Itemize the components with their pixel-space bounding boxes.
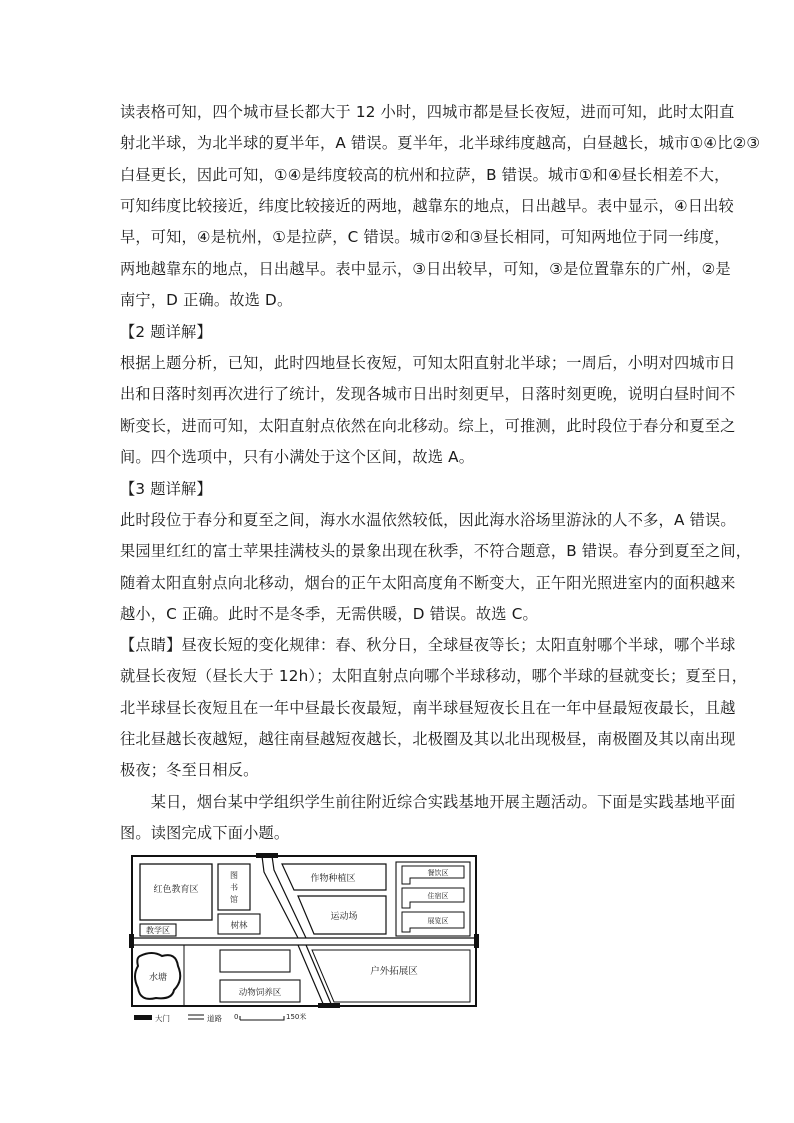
answer-1-line-3: 白昼更长，因此可知，①④是纬度较高的杭州和拉萨，B 错误。城市①和④昼长相差不大， — [120, 165, 730, 184]
gate-east — [474, 934, 479, 948]
label-crops: 作物种植区 — [310, 874, 356, 884]
answer-1-line-7: 南宁，D 正确。故选 D。 — [120, 290, 293, 309]
legend-gate-symbol — [134, 1015, 152, 1020]
key-points-line-1: 【点睛】昼夜长短的变化规律：春、秋分日，全球昼夜等长；太阳直射哪个半球，哪个半球 — [120, 636, 736, 654]
label-sports: 运动场 — [330, 912, 358, 922]
answer-2-line-1: 根据上题分析，已知，此时四地昼长夜短，可知太阳直射北半球；一周后，小明对四城市日 — [120, 354, 736, 372]
answer-2-line-2: 出和日落时刻再次进行了统计，发现各城市日出时刻更早，日落时刻更晚，说明白昼时间不 — [120, 385, 736, 404]
section-heading-3: 【3 题详解】 — [120, 480, 212, 498]
scale-zero-label: 0 — [234, 1013, 239, 1021]
label-grove: 树林 — [230, 921, 248, 931]
label-library-line3: 馆 — [230, 895, 238, 904]
label-animals: 动物饲养区 — [238, 988, 282, 998]
key-points-line-3: 北半球昼长夜短且在一年中昼最长夜最短，南半球昼短夜长且在一年中昼最短夜最长，且越 — [120, 698, 736, 717]
zone-unlabeled-enclosure — [220, 950, 290, 972]
question-intro-line-2: 图。读图完成下面小题。 — [120, 824, 290, 843]
label-library-line2: 书 — [230, 883, 238, 892]
answer-2-line-4: 间。四个选项中，只有小满处于这个区间，故选 A。 — [120, 447, 475, 466]
label-teaching: 教学区 — [146, 926, 170, 935]
legend-gate-label: 大门 — [155, 1014, 170, 1023]
key-points-line-2: 就昼长夜短（昼长大于 12h）；太阳直射点向哪个半球移动，哪个半球的昼就变长；夏至日， — [120, 667, 748, 686]
label-dining: 餐饮区 — [427, 869, 449, 877]
answer-1-line-4: 可知纬度比较接近，纬度比较接近的两地，越靠东的地点，日出越早。表中显示，④日出较 — [120, 196, 734, 215]
answer-1-line-1: 读表格可知，四个城市昼长都大于 12 小时，四城市都是昼长夜短，进而可知，此时太阳直 — [120, 103, 735, 121]
answer-1-line-2: 射北半球，为北半球的夏半年，A 错误。夏半年，北半球纬度越高，白昼越长，城市①④比②③ — [120, 134, 761, 153]
gate-west — [129, 934, 134, 948]
label-exhibition: 展览区 — [427, 917, 449, 925]
answer-3-line-4: 越小，C 正确。此时不是冬季，无需供暖，D 错误。故选 C。 — [120, 604, 538, 623]
scale-bar — [240, 1016, 284, 1020]
label-pond: 水塘 — [148, 973, 168, 983]
scale-distance-label: 150米 — [286, 1013, 307, 1021]
practice-base-map — [128, 852, 480, 1028]
answer-2-line-3: 断变长，进而可知，太阳直射点依然在向北移动。综上，可推测，此时段位于春分和夏至之 — [120, 416, 736, 435]
section-heading-2: 【2 题详解】 — [120, 323, 212, 341]
label-outdoor: 户外拓展区 — [370, 966, 418, 977]
key-points-line-5: 极夜；冬至日相反。 — [120, 761, 259, 780]
answer-1-line-6: 两地越靠东的地点，日出越早。表中显示，③日出较早，可知，③是位置靠东的广州，②是 — [120, 259, 731, 278]
answer-3-line-1: 此时段位于春分和夏至之间，海水水温依然较低，因此海水浴场里游泳的人不多，A 错误。 — [120, 511, 736, 529]
gate-north — [256, 853, 278, 858]
label-red-education: 红色教育区 — [153, 885, 199, 895]
legend-road-label: 道路 — [207, 1014, 222, 1023]
answer-1-line-5: 早，可知，④是杭州，①是拉萨，C 错误。城市②和③昼长相同，可知两地位于同一纬度， — [120, 228, 730, 247]
answer-3-line-3: 随着太阳直射点向北移动，烟台的正午太阳高度角不断变大，正午阳光照进室内的面积越来 — [120, 573, 736, 592]
answer-3-line-2: 果园里红红的富士苹果挂满枝头的景象出现在秋季，不符合题意，B 错误。春分到夏至之间， — [120, 542, 752, 561]
question-intro-line-1: 某日，烟台某中学组织学生前往附近综合实践基地开展主题活动。下面是实践基地平面 — [120, 793, 736, 811]
label-library-line1: 图 — [230, 871, 238, 880]
gate-south — [318, 1003, 340, 1008]
key-points-line-4: 往北昼越长夜越短，越往南昼越短夜越长，北极圈及其以北出现极昼，南极圈及其以南出现 — [120, 729, 736, 748]
label-lodging: 住宿区 — [427, 892, 449, 900]
